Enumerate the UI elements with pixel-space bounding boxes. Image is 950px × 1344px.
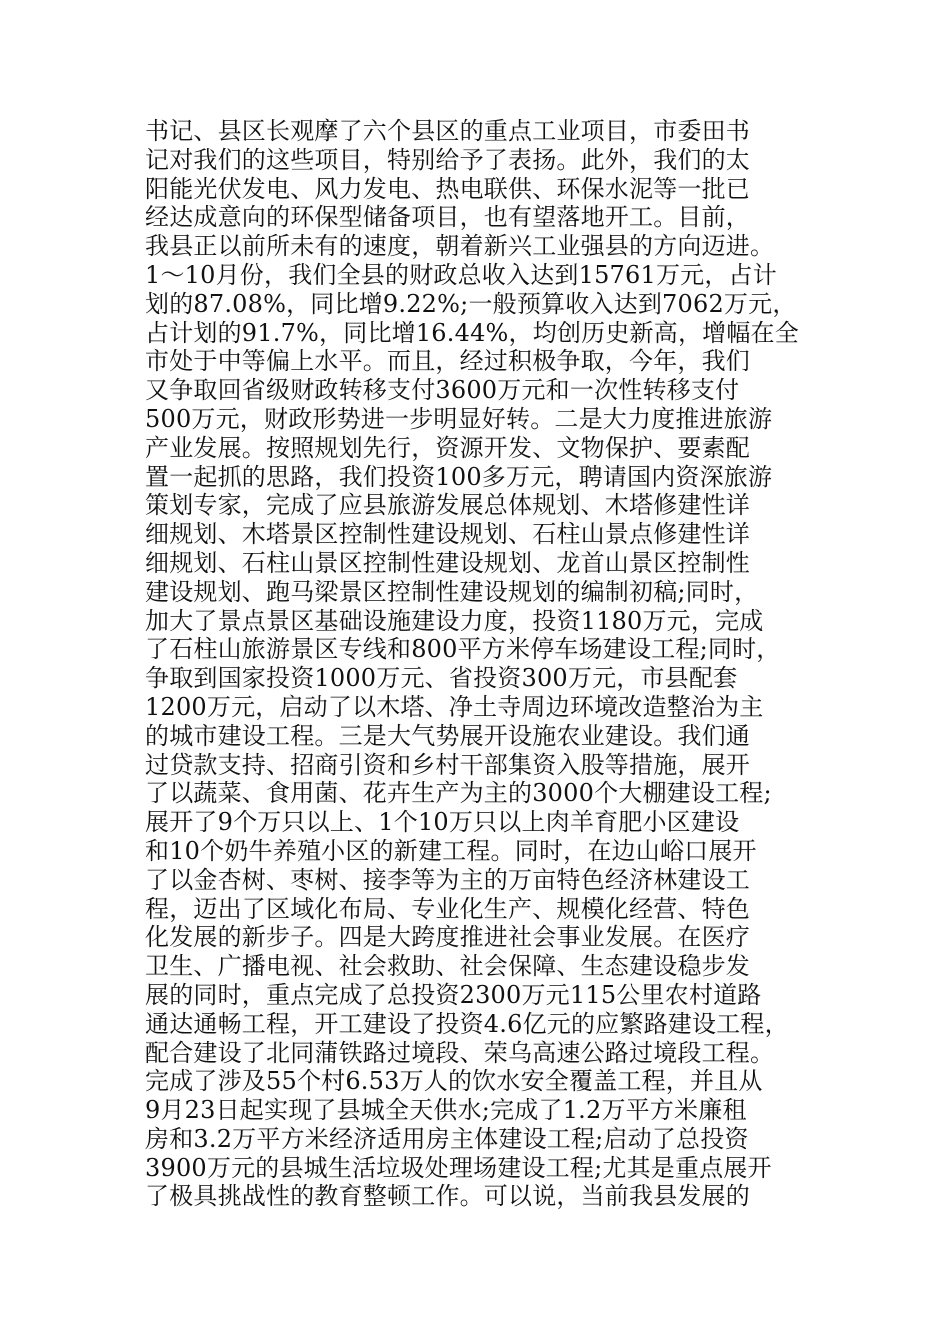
text-line: 又争取回省级财政转移支付3600万元和一次性转移支付	[145, 376, 740, 405]
text-line: 化发展的新步子。四是大跨度推进社会事业发展。在医疗	[145, 923, 750, 952]
text-line: 阳能光伏发电、风力发电、热电联供、环保水泥等一批已	[145, 174, 750, 203]
text-line: 过贷款支持、招商引资和乡村干部集资入股等措施，展开	[145, 750, 750, 779]
text-line: 记对我们的这些项目，特别给予了表扬。此外，我们的太	[145, 145, 750, 174]
text-line: 完成了涉及55个村6.53万人的饮水安全覆盖工程，并且从	[145, 1067, 763, 1096]
text-line: 了以金杏树、枣树、接李等为主的万亩特色经济林建设工	[145, 865, 750, 894]
text-line: 展开了9个万只以上、1个10万只以上肉羊育肥小区建设	[145, 808, 740, 837]
text-line: 置一起抓的思路，我们投资100多万元，聘请国内资深旅游	[145, 462, 773, 491]
text-line: 卫生、广播电视、社会救助、社会保障、生态建设稳步发	[145, 952, 750, 981]
text-line: 9月23日起实现了县城全天供水;完成了1.2万平方米廉租	[145, 1096, 747, 1125]
text-line: 划的87.08%，同比增9.22%;一般预算收入达到7062万元，	[145, 289, 797, 318]
text-line: 细规划、石柱山景区控制性建设规划、龙首山景区控制性	[145, 548, 750, 577]
text-line: 加大了景点景区基础设施建设力度，投资1180万元，完成	[145, 606, 764, 635]
body-text	[145, 117, 825, 1211]
text-line: 我县正以前所未有的速度，朝着新兴工业强县的方向迈进。	[145, 232, 775, 261]
text-line: 产业发展。按照规划先行，资源开发、文物保护、要素配	[145, 433, 750, 462]
text-line: 了石柱山旅游景区专线和800平方米停车场建设工程;同时，	[145, 635, 781, 664]
text-line: 争取到国家投资1000万元、省投资300万元，市县配套	[145, 664, 738, 693]
text-line: 3900万元的县城生活垃圾处理场建设工程;尤其是重点展开	[145, 1153, 772, 1182]
text-line: 1～10月份，我们全县的财政总收入达到15761万元，占计	[145, 260, 777, 289]
text-line: 通达通畅工程，开工建设了投资4.6亿元的应繁路建设工程，	[145, 1009, 789, 1038]
text-line: 建设规划、跑马梁景区控制性建设规划的编制初稿;同时，	[145, 577, 759, 606]
text-line: 了以蔬菜、食用菌、花卉生产为主的3000个大棚建设工程;	[145, 779, 772, 808]
text-line: 500万元，财政形势进一步明显好转。二是大力度推进旅游	[145, 404, 773, 433]
text-line: 的城市建设工程。三是大气势展开设施农业建设。我们通	[145, 721, 750, 750]
text-line: 了极具挑战性的教育整顿工作。可以说，当前我县发展的	[145, 1182, 750, 1211]
text-line: 市处于中等偏上水平。而且，经过积极争取，今年，我们	[145, 347, 750, 376]
text-line: 书记、县区长观摩了六个县区的重点工业项目，市委田书	[145, 117, 750, 145]
text-line: 房和3.2万平方米经济适用房主体建设工程;启动了总投资	[145, 1124, 749, 1153]
text-line: 和10个奶牛养殖小区的新建工程。同时，在边山峪口展开	[145, 836, 757, 865]
text-line: 展的同时，重点完成了总投资2300万元115公里农村道路	[145, 980, 762, 1009]
text-line: 占计划的91.7%，同比增16.44%，均创历史新高，增幅在全	[145, 318, 799, 347]
text-line: 配合建设了北同蒲铁路过境段、荣乌高速公路过境段工程。	[145, 1038, 775, 1067]
text-line: 策划专家，完成了应县旅游发展总体规划、木塔修建性详	[145, 491, 750, 520]
text-line: 程，迈出了区域化布局、专业化生产、规模化经营、特色	[145, 894, 750, 923]
text-line: 经达成意向的环保型储备项目，也有望落地开工。目前，	[145, 203, 750, 232]
text-line: 1200万元，启动了以木塔、净土寺周边环境改造整治为主	[145, 692, 764, 721]
text-line: 细规划、木塔景区控制性建设规划、石柱山景点修建性详	[145, 520, 750, 549]
